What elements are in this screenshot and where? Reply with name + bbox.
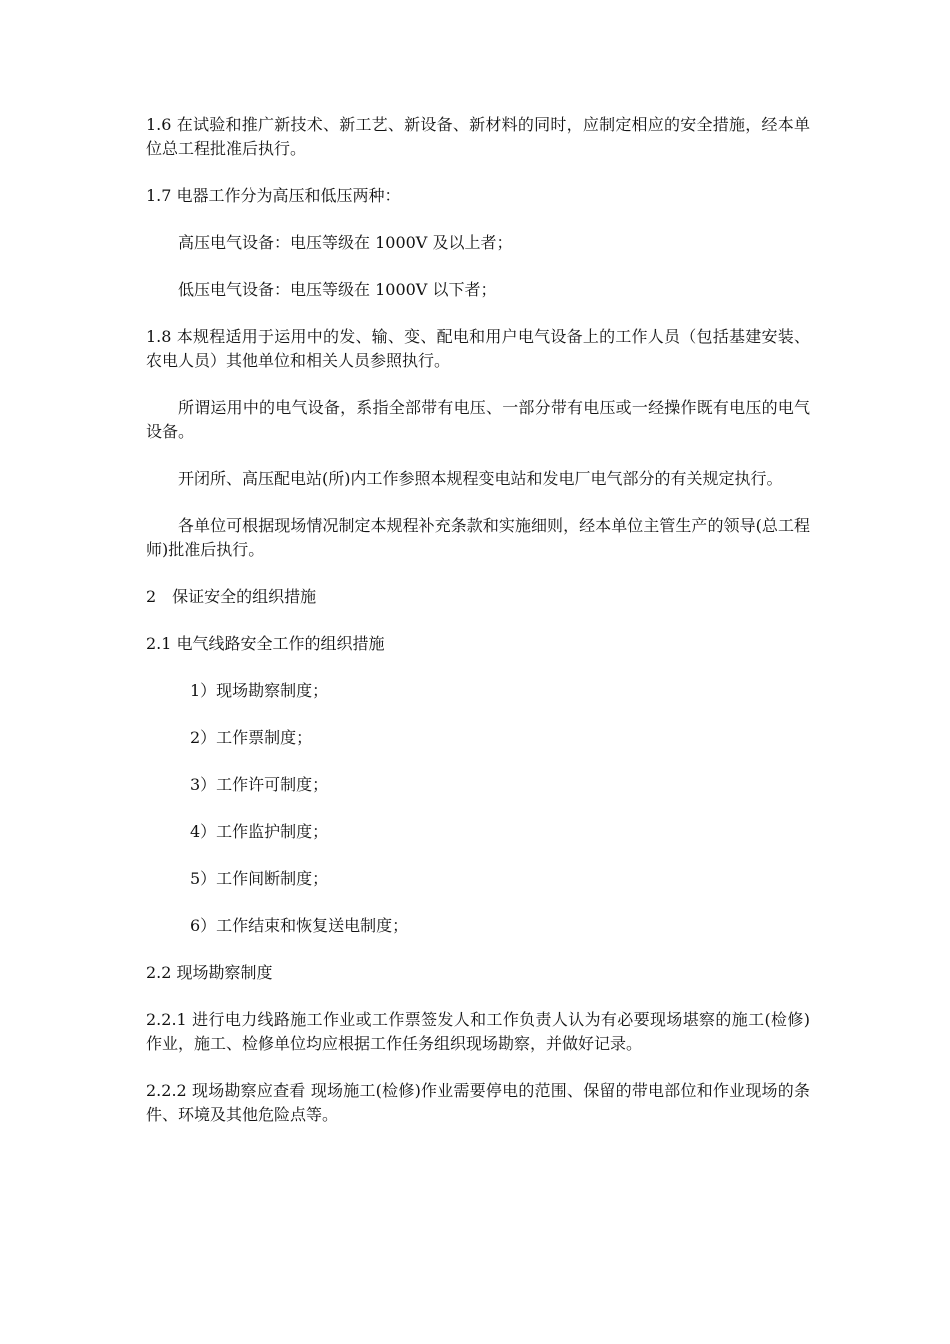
paragraph-high-voltage: 高压电气设备：电压等级在 1000V 及以上者； bbox=[178, 233, 513, 252]
list-item: 1）现场勘察制度； bbox=[190, 681, 329, 700]
paragraph-low-voltage: 低压电气设备：电压等级在 1000V 以下者； bbox=[178, 280, 497, 299]
paragraph-supplementary-rules: 各单位可根据现场情况制定本规程补充条款和实施细则，经本单位主管生产的领导(总工程师)批准后执行。 bbox=[146, 516, 810, 559]
paragraph-equipment-definition: 所谓运用中的电气设备，系指全部带有电压、一部分带有电压或一经操作既有电压的电气设备。 bbox=[146, 398, 810, 441]
list-item: 2）工作票制度； bbox=[190, 728, 313, 747]
paragraph-2-2-1: 2.2.1 进行电力线路施工作业或工作票签发人和工作负责人认为有必要现场堪察的施工(检修)作业，施工、检修单位均应根据工作任务组织现场勘察，并做好记录。 bbox=[146, 1010, 810, 1053]
paragraph-1-6: 1.6 在试验和推广新技术、新工艺、新设备、新材料的同时，应制定相应的安全措施，经本单位总工程批准后执行。 bbox=[146, 115, 810, 158]
list-item: 5）工作间断制度； bbox=[190, 869, 329, 888]
document-page bbox=[146, 113, 810, 1150]
list-item: 3）工作许可制度； bbox=[190, 775, 329, 794]
paragraph-2-2-2: 2.2.2 现场勘察应查看 现场施工(检修)作业需要停电的范围、保留的带电部位和作业现场的条件、环境及其他危险点等。 bbox=[146, 1081, 810, 1124]
list-item: 4）工作监护制度； bbox=[190, 822, 329, 841]
paragraph-1-7: 1.7 电器工作分为高压和低压两种： bbox=[146, 186, 401, 205]
list-item: 6）工作结束和恢复送电制度； bbox=[190, 916, 409, 935]
paragraph-1-8: 1.8 本规程适用于运用中的发、输、变、配电和用户电气设备上的工作人员（包括基建安装、农电人员）其他单位和相关人员参照执行。 bbox=[146, 327, 810, 370]
section-2-1-heading: 2.1 电气线路安全工作的组织措施 bbox=[146, 634, 385, 653]
section-2-heading: 2 保证安全的组织措施 bbox=[146, 587, 317, 606]
section-2-2-heading: 2.2 现场勘察制度 bbox=[146, 963, 273, 982]
paragraph-station-work: 开闭所、高压配电站(所)内工作参照本规程变电站和发电厂电气部分的有关规定执行。 bbox=[178, 469, 783, 488]
